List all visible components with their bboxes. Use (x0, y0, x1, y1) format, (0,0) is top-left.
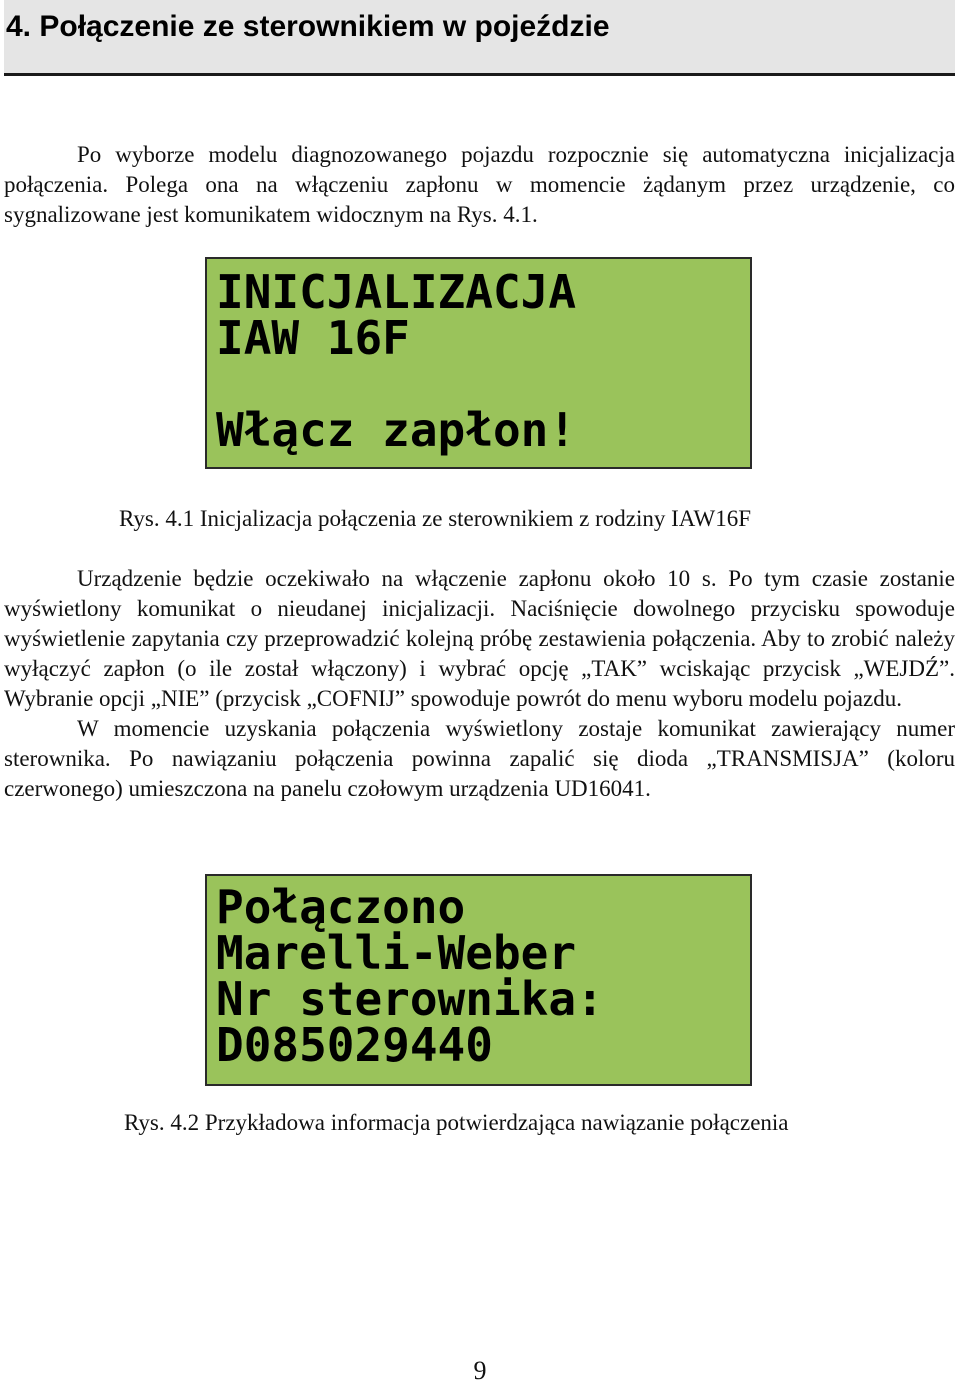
figure-1-caption: Rys. 4.1 Inicjalizacja połączenia ze sterownikiem z rodziny IAW16F (119, 506, 752, 531)
lcd-line-3: Włącz zapłon! (216, 403, 577, 457)
section-title: 4. Połączenie ze sterownikiem w pojeździe (6, 10, 610, 43)
intro-paragraph (4, 140, 955, 230)
body-paragraph-2: W momencie uzyskania połączenia wyświetlony zostaje komunikat zawierający numer sterownika. Po nawiązaniu połączenia powinna zapalić się dioda „TRANSMISJA” (koloru czerwonego) umieszczona na panelu czołowym urządzenia UD16041. (4, 716, 955, 801)
lcd-display-initialization (205, 257, 752, 469)
lcd-line-2: Marelli-Weber (216, 926, 577, 980)
intro-text: Po wyborze modelu diagnozowanego pojazdu rozpocznie się automatyczna inicjalizacja połączenia. Polega ona na włączeniu zapłonu w momencie żądanym przez urządzenie, co sygnalizowane jest komunikatem widocznym na Rys. 4.1. (4, 142, 955, 227)
lcd-line-2: IAW 16F (216, 311, 410, 365)
section-header (4, 0, 955, 76)
lcd-line-1: INICJALIZACJA (216, 265, 577, 319)
lcd-display-connected (205, 874, 752, 1086)
lcd-line-4: D085029440 (216, 1018, 493, 1072)
lcd-line-1: Połączono (216, 880, 466, 934)
figure-2-caption: Rys. 4.2 Przykładowa informacja potwierdzająca nawiązanie połączenia (124, 1110, 789, 1135)
body-paragraph-1: Urządzenie będzie oczekiwało na włączenie zapłonu około 10 s. Po tym czasie zostanie wyświetlony komunikat o nieudanej inicjalizacji. Naciśnięcie dowolnego przycisku spowoduje wyświetlenie zapytania czy przeprowadzić kolejną próbę zestawienia połączenia. Aby to zrobić należy wyłączyć zapłon (o ile został włączony) i wybrać opcję „TAK” wciskając przycisk „WEJDŹ”. Wybranie opcji „NIE” (przycisk „COFNIJ” spowoduje powrót do menu wyboru modelu pojazdu. (4, 566, 955, 711)
body-paragraphs (4, 564, 955, 804)
page-number: 9 (473, 1356, 487, 1385)
lcd-line-3: Nr sterownika: (216, 972, 604, 1026)
